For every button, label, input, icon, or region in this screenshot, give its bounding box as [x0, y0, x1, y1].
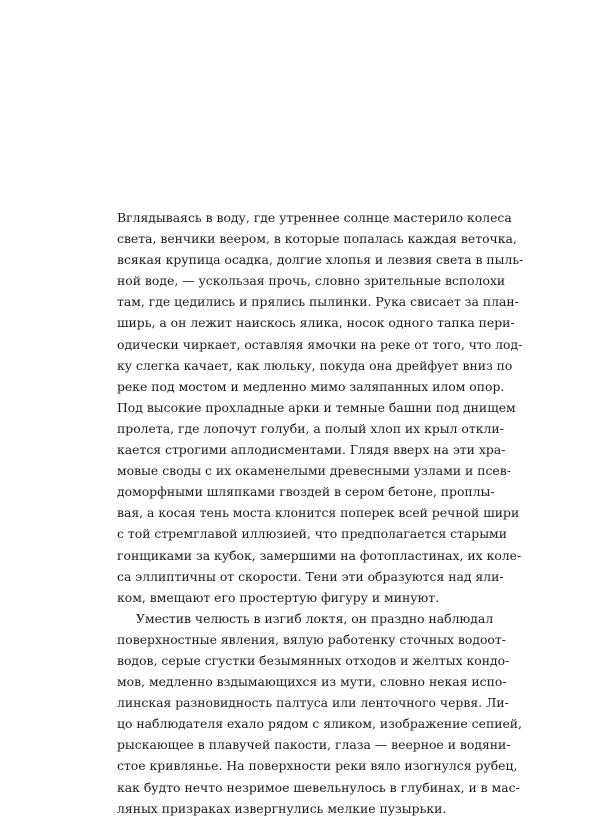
paragraph-1	[117, 207, 524, 608]
text-line: мов, медленно вздымающихся из мути, словно некая испо-	[117, 674, 507, 690]
text-line: кается строгими аплодисментами. Глядя вверх на эти хра-	[117, 442, 506, 458]
text-line: са эллиптичны от скорости. Тени эти образуются над яли-	[117, 568, 504, 584]
text-line: с той стремглавой иллюзией, что предполагается старыми	[117, 526, 507, 542]
text-line: всякая крупица осадка, долгие хлопья и лезвия света в пыль-	[117, 252, 524, 268]
text-line: ком, вмещают его простертую фигуру и минуют.	[117, 589, 440, 605]
text-line: водов, серые сгустки безымянных отходов и желтых кондо-	[117, 652, 510, 668]
text-line: реке под мостом и медленно мимо заляпанных илом опор.	[117, 378, 505, 394]
text-line: мовые своды с их окаменелыми древесными узлами и псев-	[117, 463, 511, 479]
text-line: ной воде, — ускользая прочь, словно зрительные всполохи	[117, 273, 506, 289]
body-text	[117, 207, 524, 819]
text-line: ширь, а он лежит наискось ялика, носок одного тапка пери-	[117, 315, 515, 331]
paragraph-2	[117, 608, 522, 819]
text-line: Уместив челюсть в изгиб локтя, он праздно наблюдал	[136, 610, 494, 626]
text-line: ку слегка качает, как люльку, покуда она дрейфует вниз по	[117, 357, 513, 373]
text-line: рыскающее в плавучей пакости, глаза — веерное и водяни-	[117, 737, 511, 753]
text-line: поверхностные явления, вялую работенку сточных водоот-	[117, 631, 506, 647]
text-line: как будто нечто незримое шевельнулось в глубинах, и в мас-	[117, 779, 520, 795]
text-line: там, где цедились и прялись пылинки. Рука свисает за план-	[117, 294, 519, 310]
text-line: одически чиркает, оставляя ямочки на реке от того, что лод-	[117, 336, 523, 352]
text-line: Под высокие прохладные арки и темные башни под днищем	[117, 399, 516, 415]
text-line: вая, а косая тень моста клонится поперек всей речной шири	[117, 505, 520, 521]
text-line: линская разновидность палтуса или ленточного червя. Ли-	[117, 695, 509, 711]
text-line: цо наблюдателя ехало рядом с яликом, изображение сепией,	[117, 716, 522, 732]
text-line: ляных призраках извергнулись мелкие пузырьки.	[117, 800, 447, 816]
text-line: света, венчики веером, в которые попалась каждая веточка,	[117, 231, 517, 247]
text-line: стое кривлянье. На поверхности реки вяло изогнулся рубец,	[117, 758, 518, 774]
text-line: гонщиками за кубок, замершими на фотопластинах, их коле-	[117, 547, 522, 563]
text-line: доморфными шляпками гвоздей в сером бетоне, проплы-	[117, 484, 495, 500]
text-line: пролета, где лопочут голуби, а полый хлоп их крыл откли-	[117, 420, 504, 436]
text-line: Вглядываясь в воду, где утреннее солнце мастерило колеса	[117, 210, 512, 225]
